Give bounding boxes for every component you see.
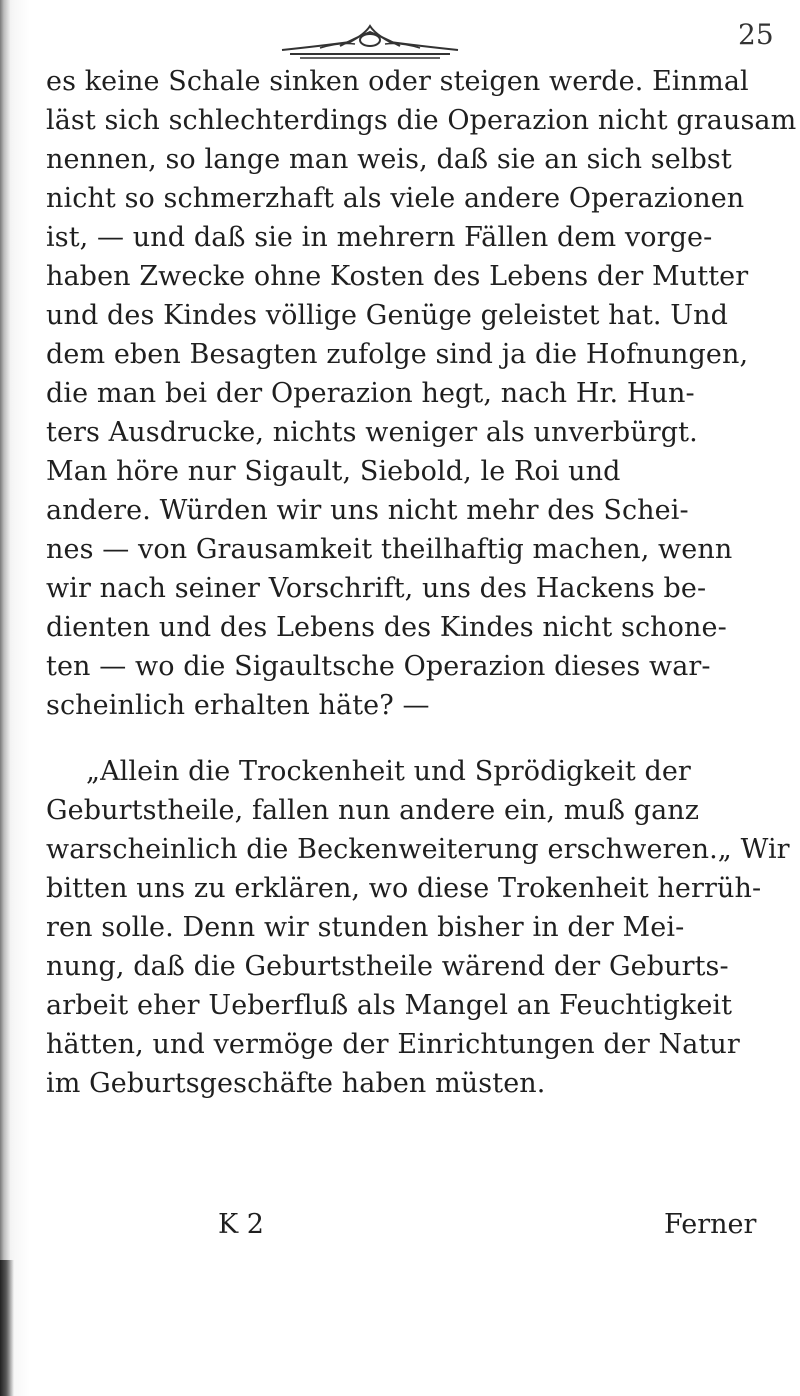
text-line: „Allein die Trockenheit und Sprödigkeit der xyxy=(86,756,691,787)
headpiece-ornament-icon xyxy=(280,20,460,60)
text-line: und des Kindes völlige Genüge geleistet hat. Und xyxy=(46,300,729,331)
text-line: die man bei der Operazion hegt, nach Hr. Hun- xyxy=(46,378,695,409)
page-number: 25 xyxy=(738,18,774,51)
text-line: wir nach seiner Vorschrift, uns des Hackens be- xyxy=(46,573,707,604)
text-line: scheinlich erhalten häte? — xyxy=(46,690,430,721)
text-line: ters Ausdrucke, nichts weniger als unverbürgt. xyxy=(46,417,698,448)
text-line: ten — wo die Sigaultsche Operazion dieses war- xyxy=(46,651,711,682)
text-line: dem eben Besagten zufolge sind ja die Hofnungen, xyxy=(46,339,749,370)
text-line: ren solle. Denn wir stunden bisher in der Mei- xyxy=(46,912,685,943)
signature-mark: K 2 xyxy=(218,1209,264,1240)
text-line: nennen, so lange man weis, daß sie an sich selbst xyxy=(46,144,732,175)
binding-shadow xyxy=(0,1260,14,1396)
text-line: haben Zwecke ohne Kosten des Lebens der Mutter xyxy=(46,261,749,292)
text-line: nes — von Grausamkeit theilhaftig machen, wenn xyxy=(46,534,733,565)
text-line: hätten, und vermöge der Einrichtungen der Natur xyxy=(46,1029,740,1060)
text-line: nicht so schmerzhaft als viele andere Operazionen xyxy=(46,183,745,214)
text-line: Geburtstheile, fallen nun andere ein, muß ganz xyxy=(46,795,700,826)
text-line: ist, — und daß sie in mehrern Fällen dem vorge- xyxy=(46,222,713,253)
text-line: im Geburtsgeschäfte haben müsten. xyxy=(46,1068,546,1099)
text-line: es keine Schale sinken oder steigen werde. Einmal xyxy=(46,66,749,97)
catchword: Ferner xyxy=(664,1209,757,1240)
text-line: andere. Würden wir uns nicht mehr des Schei- xyxy=(46,495,689,526)
text-line: bitten uns zu erklären, wo diese Trokenheit herrüh- xyxy=(46,873,762,904)
text-line: dienten und des Lebens des Kindes nicht schone- xyxy=(46,612,727,643)
text-line: arbeit eher Ueberfluß als Mangel an Feuchtigkeit xyxy=(46,990,733,1021)
text-line: nung, daß die Geburtstheile wärend der Geburts- xyxy=(46,951,729,982)
text-line: Man höre nur Sigault, Siebold, le Roi und xyxy=(46,456,621,487)
binding-edge xyxy=(0,0,10,1396)
text-line: warscheinlich die Beckenweiterung erschweren.„ Wir xyxy=(46,834,790,865)
text-line: läst sich schlechterdings die Operazion nicht grausam xyxy=(46,105,797,136)
